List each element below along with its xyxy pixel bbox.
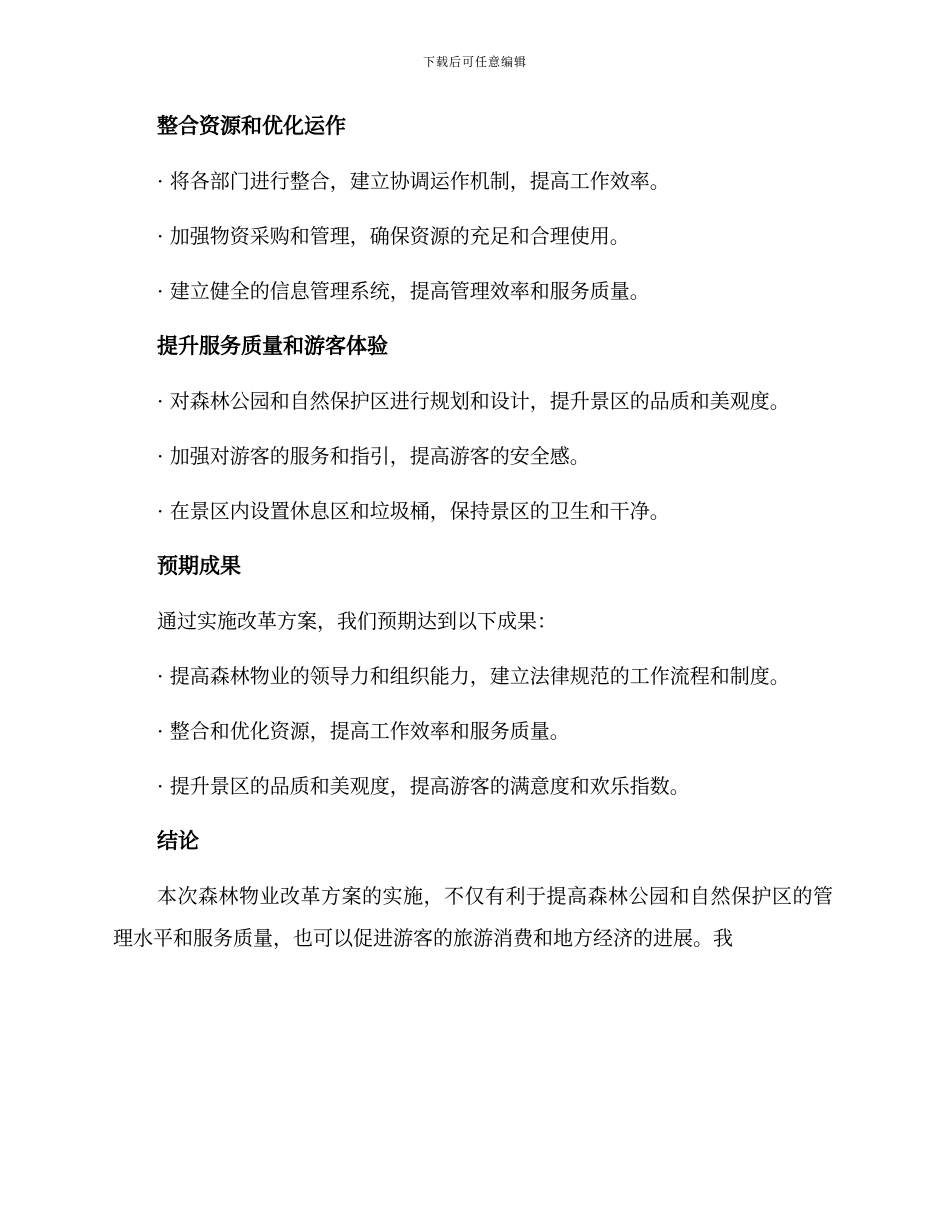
bullet-paragraph: · 提高森林物业的领导力和组织能力，建立法律规范的工作流程和制度。: [157, 664, 790, 688]
body-paragraph: 通过实施改革方案，我们预期达到以下成果：: [157, 609, 557, 633]
section-heading-resources: 整合资源和优化运作: [157, 114, 346, 138]
body-paragraph: 本次森林物业改革方案的实施，不仅有利于提高森林公园和自然保护区的管理水平和服务质量，也可以促进游客的旅游消费和地方经济的进展。我: [113, 884, 833, 950]
header-note: 下载后可任意编辑: [422, 55, 527, 69]
bullet-paragraph: · 提升景区的品质和美观度，提高游客的满意度和欢乐指数。: [157, 774, 690, 798]
section-heading-service: 提升服务质量和游客体验: [157, 334, 388, 358]
bullet-paragraph: · 建立健全的信息管理系统，提高管理效率和服务质量。: [157, 279, 650, 303]
bullet-paragraph: · 整合和优化资源，提高工作效率和服务质量。: [157, 719, 570, 743]
bullet-paragraph: · 加强对游客的服务和指引，提高游客的安全感。: [157, 444, 590, 468]
document-body: [113, 105, 833, 972]
bullet-paragraph: · 将各部门进行整合，建立协调运作机制，提高工作效率。: [157, 169, 670, 193]
section-heading-conclusion: 结论: [157, 829, 199, 853]
section-heading-expected-results: 预期成果: [157, 554, 241, 578]
bullet-paragraph: · 在景区内设置休息区和垃圾桶，保持景区的卫生和干净。: [157, 499, 670, 523]
bullet-paragraph: · 对森林公园和自然保护区进行规划和设计，提升景区的品质和美观度。: [157, 389, 790, 413]
bullet-paragraph: · 加强物资采购和管理，确保资源的充足和合理使用。: [157, 224, 630, 248]
